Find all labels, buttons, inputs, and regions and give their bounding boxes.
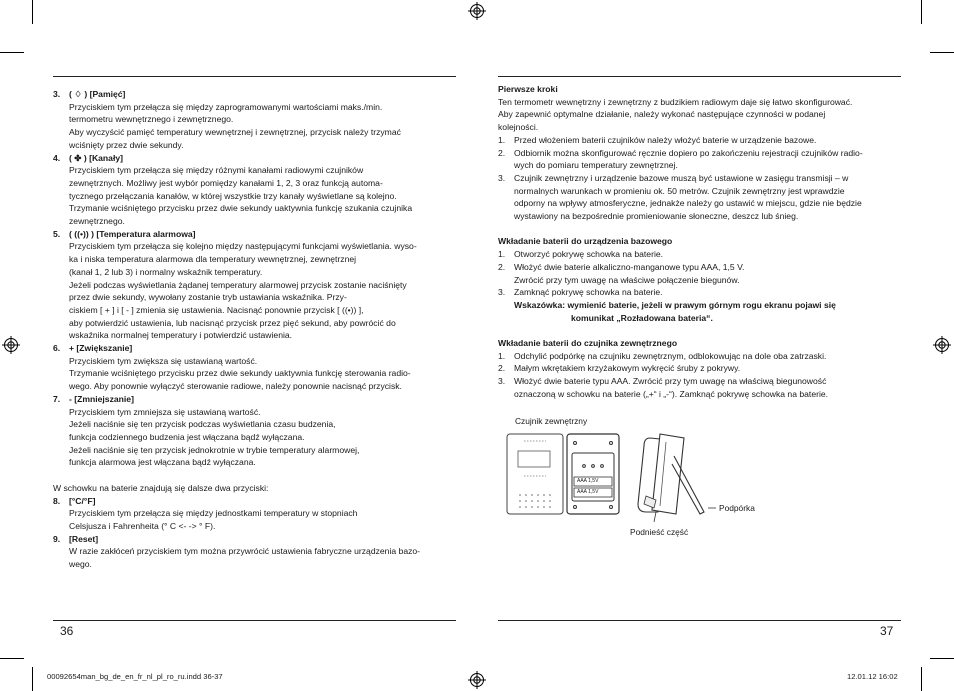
crop-mark [32, 0, 33, 24]
item-title: ( ✤ ) [Kanały] [69, 152, 123, 163]
item-text-line: ciskiem [ + ] i [ - ] zmienia się ustawienia. Nacisnąć ponownie przycisk [ ((•)) ], [69, 304, 364, 315]
list-item [53, 152, 458, 165]
registration-mark-icon [468, 671, 486, 689]
item-number: 3. [498, 287, 506, 298]
item-number: 1. [498, 134, 506, 145]
crop-mark [921, 0, 922, 24]
note-label: Wskazówka [514, 299, 563, 310]
item-title: - [Zmniejszanie] [69, 393, 134, 404]
item-text-line: przez dwie sekundy, wywołany zostanie tryb ustawiania wskaźnika. Przy- [69, 292, 347, 303]
item-text-line: Włożyć dwie baterie typu AAA. Zwrócić przy tym uwagę na właściwą biegunowość [514, 376, 827, 387]
note-text: : wymienić baterie, jeżeli w prawym górnym rogu ekranu pojawi się [562, 299, 836, 310]
sensor-side-stand-illustration [630, 430, 716, 522]
registration-mark-icon [468, 2, 486, 20]
battery-label-2: AAA 1,5V [577, 489, 599, 495]
item-title: ( ((•)) ) [Temperatura alarmowa] [69, 228, 196, 239]
list-item [498, 362, 903, 375]
item-text-line: Przyciskiem tym zmniejsza się ustawianą wartość. [69, 406, 261, 417]
section-title: Wkładanie baterii do urządzenia bazowego [498, 236, 673, 247]
item-text-line: wciśnięty przez dwie sekundy. [69, 139, 184, 150]
list-item [498, 172, 903, 185]
item-text-line: wego. Aby ponownie wyłączyć sterowanie radiowe, należy ponownie nacisnąć przycisk. [69, 381, 402, 392]
crop-mark [930, 658, 954, 659]
spacer [498, 223, 903, 236]
item-text-line: wych do pomiaru temperatury zewnętrznej. [514, 160, 678, 171]
item-number: 3. [498, 376, 506, 387]
item-number: 7. [53, 393, 61, 404]
sensor-back-battery-illustration [566, 433, 620, 515]
list-item [53, 495, 458, 508]
section-title: Pierwsze kroki [498, 84, 558, 94]
spacer [498, 324, 903, 337]
item-number: 8. [53, 495, 61, 506]
item-text-line: Przyciskiem tym przełącza się między zaprogramowanymi wartościami maks./min. [69, 101, 383, 112]
item-number: 2. [498, 147, 506, 158]
intro-line: Aby zapewnić optymalne działanie, należy wykonać następujące czynności w podanej [498, 109, 826, 120]
list-item [498, 248, 903, 261]
item-text-line: W razie zakłóceń przyciskiem tym można przywrócić ustawienia fabryczne urządzenia bazo- [69, 546, 421, 557]
item-text-line: Jeżeli podczas wyświetlania żądanej temperatury alarmowej przycisk zostanie naciśnięty [69, 279, 407, 290]
list-item [53, 533, 458, 546]
item-text-line: Odchylić podpórkę na czujniku zewnętrznym, odblokowując na dole oba zatrzaski. [514, 350, 827, 361]
item-text-line: Zamknąć pokrywę schowka na baterie. [514, 287, 663, 298]
item-title: + [Zwiększanie] [69, 343, 133, 354]
item-text-line: wystawiony na bezpośrednie promieniowanie słoneczne, deszcz lub śnieg. [514, 211, 799, 222]
item-text-line: normalnych warunkach w promieniu ok. 50 metrów. Czujnik zewnętrzny jest wprawdzie [514, 185, 845, 196]
figure-label-lift-part: Podnieść część [630, 527, 689, 537]
page-number-left: 36 [60, 624, 74, 638]
item-title: [°C/°F] [69, 495, 96, 506]
item-number: 2. [498, 363, 506, 374]
item-text-line: Przyciskiem tym przełącza się między różnymi kanałami radiowymi czujników [69, 165, 364, 176]
footer-filename: 00092654man_bg_de_en_fr_nl_pl_ro_ru.indd 36-37 [47, 672, 223, 681]
item-text-line: termometru wewnętrznego i zewnętrznego. [69, 114, 234, 125]
item-number: 4. [53, 152, 61, 163]
item-text-line: odporny na wpływy atmosferyczne, jednakże należy go ustawić w miejscu, gdzie nie będzie [514, 198, 862, 209]
section-title: Wkładanie baterii do czujnika zewnętrznego [498, 338, 678, 349]
item-text-line: Zwrócić przy tym uwagę na właściwe połączenie biegunów. [514, 274, 740, 285]
list-item [498, 350, 903, 363]
item-number: 9. [53, 533, 61, 544]
right-page-content [498, 83, 903, 401]
crop-mark [0, 52, 24, 53]
intro-line: Ten termometr wewnętrzny i zewnętrzny z budzikiem radiowym daje się łatwo skonfigurować. [498, 96, 853, 107]
list-item [53, 393, 458, 406]
crop-mark [0, 658, 24, 659]
item-number: 1. [498, 249, 506, 260]
intro-line: kolejności. [498, 122, 539, 133]
item-text-line: zewnętrznego. [69, 216, 125, 227]
item-text-line: funkcja alarmowa jest włączana bądź wyłączana. [69, 457, 256, 468]
list-item [498, 375, 903, 388]
item-text-line: Trzymanie wciśniętego przycisku przez dwie sekundy uaktywnia funkcję sterowania radio- [69, 368, 411, 379]
item-title: ( ♢ ) [Pamięć] [69, 89, 126, 99]
list-item [53, 88, 458, 101]
crop-mark [921, 667, 922, 691]
list-item [53, 342, 458, 355]
item-text-line: wskaźnika normalnej temperatury i potwierdzić ustawienia. [69, 330, 293, 341]
item-text-line: Celsjusza i Fahrenheita (° C <- -> ° F). [69, 520, 216, 531]
page-number-right: 37 [880, 624, 894, 638]
item-number: 5. [53, 228, 61, 239]
note-line [498, 299, 903, 312]
figure-label-stand: Podpórka [719, 503, 755, 513]
item-text-line: Odbiornik można skonfigurować ręcznie dopiero po zakończeniu rejestracji czujników radio- [514, 147, 863, 158]
intro-text: W schowku na baterie znajdują się dalsze dwa przyciski: [53, 482, 269, 493]
registration-mark-icon [2, 336, 20, 354]
sensor-front-illustration [506, 433, 564, 515]
item-text-line: Przyciskiem tym przełącza się między jednostkami temperatury w stopniach [69, 508, 358, 519]
item-number: 1. [498, 350, 506, 361]
item-title: [Reset] [69, 533, 99, 544]
list-item [498, 147, 903, 160]
item-text-line: Trzymanie wciśniętego przycisku przez dwie sekundy uaktywnia funkcję szukania czujnika [69, 203, 413, 214]
item-text-line: Jeżeli naciśnie się ten przycisk jednokrotnie w trybie temperatury alarmowej, [69, 444, 360, 455]
item-text-line: Czujnik zewnętrzny i urządzenie bazowe muszą być ustawione w zasięgu transmisji – w [514, 172, 849, 183]
item-text-line: Jeżeli naciśnie się ten przycisk podczas wyświetlania czasu budzenia, [69, 419, 336, 430]
list-item [498, 134, 903, 147]
item-number: 6. [53, 343, 61, 354]
crop-mark [32, 667, 33, 691]
item-text-line: Małym wkrętakiem krzyżakowym wykręcić śruby z pokrywy. [514, 363, 741, 374]
item-text-line: Przyciskiem tym przełącza się kolejno między następującymi funkcjami wyświetlania. wyso- [69, 241, 417, 252]
item-number: 2. [498, 261, 506, 272]
item-text-line: Przyciskiem tym zwiększa się ustawianą wartość. [69, 355, 258, 366]
item-text-line: Otworzyć pokrywę schowka na baterie. [514, 249, 664, 260]
note-line: komunikat „Rozładowana bateria“. [571, 312, 713, 323]
item-number: 3. [53, 89, 61, 99]
header-rule-right [498, 76, 901, 77]
item-text-line: ka i niska temperatura alarmowa dla temperatury wewnętrznej, zewnętrznej [69, 254, 357, 265]
item-text-line: Przed włożeniem baterii czujników należy włożyć baterie w urządzenie bazowe. [514, 134, 817, 145]
footer-date: 12.01.12 16:02 [847, 672, 898, 681]
left-page-content [53, 88, 458, 571]
list-item [498, 286, 903, 299]
item-text-line: (kanał 1, 2 lub 3) i normalny wskaźnik temperatury. [69, 266, 263, 277]
list-item [53, 228, 458, 241]
item-text-line: Aby wyczyścić pamięć temperatury wewnętrznej i zewnętrznej, przycisk należy trzymać [69, 127, 401, 138]
registration-mark-icon [933, 336, 951, 354]
footer-rule-right [498, 620, 901, 621]
item-text-line: oznaczoną w schowku na baterie („+“ i „-“). Zamknąć pokrywę schowka na baterie. [514, 388, 829, 399]
header-rule-left [53, 76, 456, 77]
item-number: 3. [498, 172, 506, 183]
item-text-line: aby potwierdzić ustawienia, lub nacisnąć przycisk przez pięć sekund, aby powrócić do [69, 317, 396, 328]
item-text-line: funkcja codziennego budzenia jest włączana bądź wyłączana. [69, 431, 305, 442]
battery-label-1: AAA 1,5V [577, 478, 599, 484]
figure-label-outdoor-sensor: Czujnik zewnętrzny [515, 416, 588, 426]
item-text-line: wego. [69, 559, 92, 570]
item-text-line: Włożyć dwie baterie alkaliczno-manganowe typu AAA, 1,5 V. [514, 261, 745, 272]
list-item [498, 261, 903, 274]
footer-rule-left [53, 620, 456, 621]
crop-mark [930, 52, 954, 53]
item-text-line: zewnętrznych. Możliwy jest wybór pomiędzy kanałami 1, 2, 3 oraz funkcją automa- [69, 177, 383, 188]
item-text-line: tycznego przełączania kanałów, w której wszystkie trzy kanały wyświetlane są kolejno. [69, 190, 397, 201]
spacer [53, 469, 458, 482]
